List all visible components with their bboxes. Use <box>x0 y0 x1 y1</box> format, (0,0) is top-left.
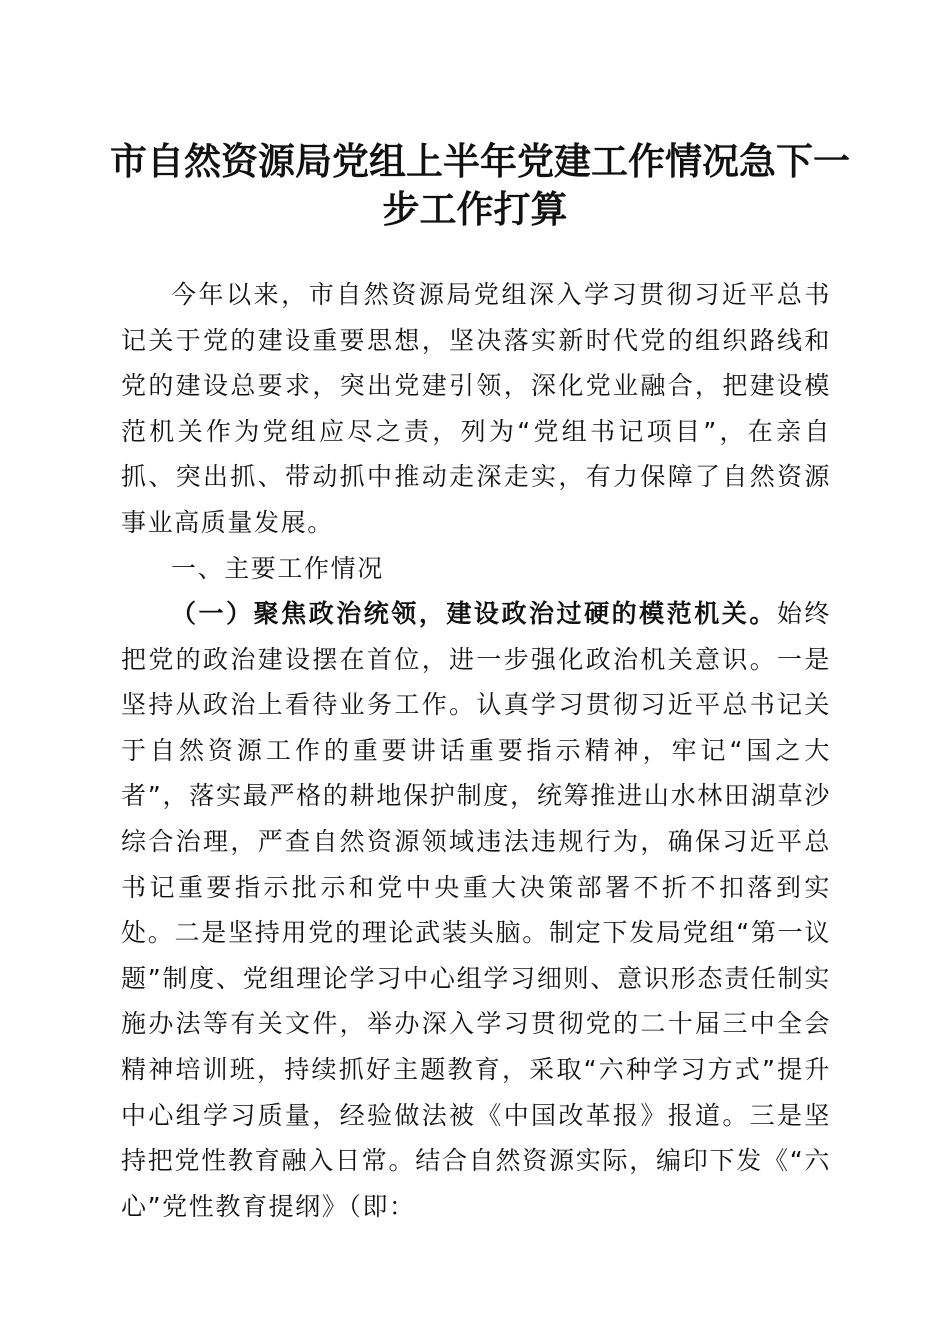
document-title-line-2: 步工作打算 <box>382 187 568 231</box>
document-title-line-1: 市自然资源局党组上半年党建工作情况急下一 <box>110 139 850 183</box>
intro-paragraph: 今年以来，市自然资源局党组深入学习贯彻习近平总书记关于党的建设重要思想，坚决落实新时代党的组织路线和党的建设总要求，突出党建引领，深化党业融合，把建设模范机关作为党组应尽之责，列为“党组书记项目”，在亲自抓、突出抓、带动抓中推动走深走实，有力保障了自然资源事业高质量发展。 <box>121 280 831 537</box>
subsection-heading: （一）聚焦政治统领，建设政治过硬的模范机关。 <box>171 599 777 628</box>
subsection-body: 始终把党的政治建设摆在首位，进一步强化政治机关意识。一是坚持从政治上看待业务工作。认真学习贯彻习近平总书记关于自然资源工作的重要讲话重要指示精神，牢记“国之大者”，落实最严格的耕地保护制度，统筹推进山水林田湖草沙综合治理，严查自然资源领域违法违规行为，确保习近平总书记重要指示批示和党中央重大决策部署不折不扣落到实处。二是坚持用党的理论武装头脑。制定下发局党组“第一议题”制度、党组理论学习中心组学习细则、意识形态责任制实施办法等有关文件，举办深入学习贯彻党的二十届三中全会精神培训班，持续抓好主题教育，采取“六种学习方式”提升中心组学习质量，经验做法被《中国改革报》报道。三是坚持把党性教育融入日常。结合自然资源实际，编印下发《“六心”党性教育提纲》（即： <box>121 599 831 1221</box>
subsection-paragraph-political-leadership <box>121 591 831 1229</box>
section-heading-main-work: 一、主要工作情况 <box>171 554 384 583</box>
